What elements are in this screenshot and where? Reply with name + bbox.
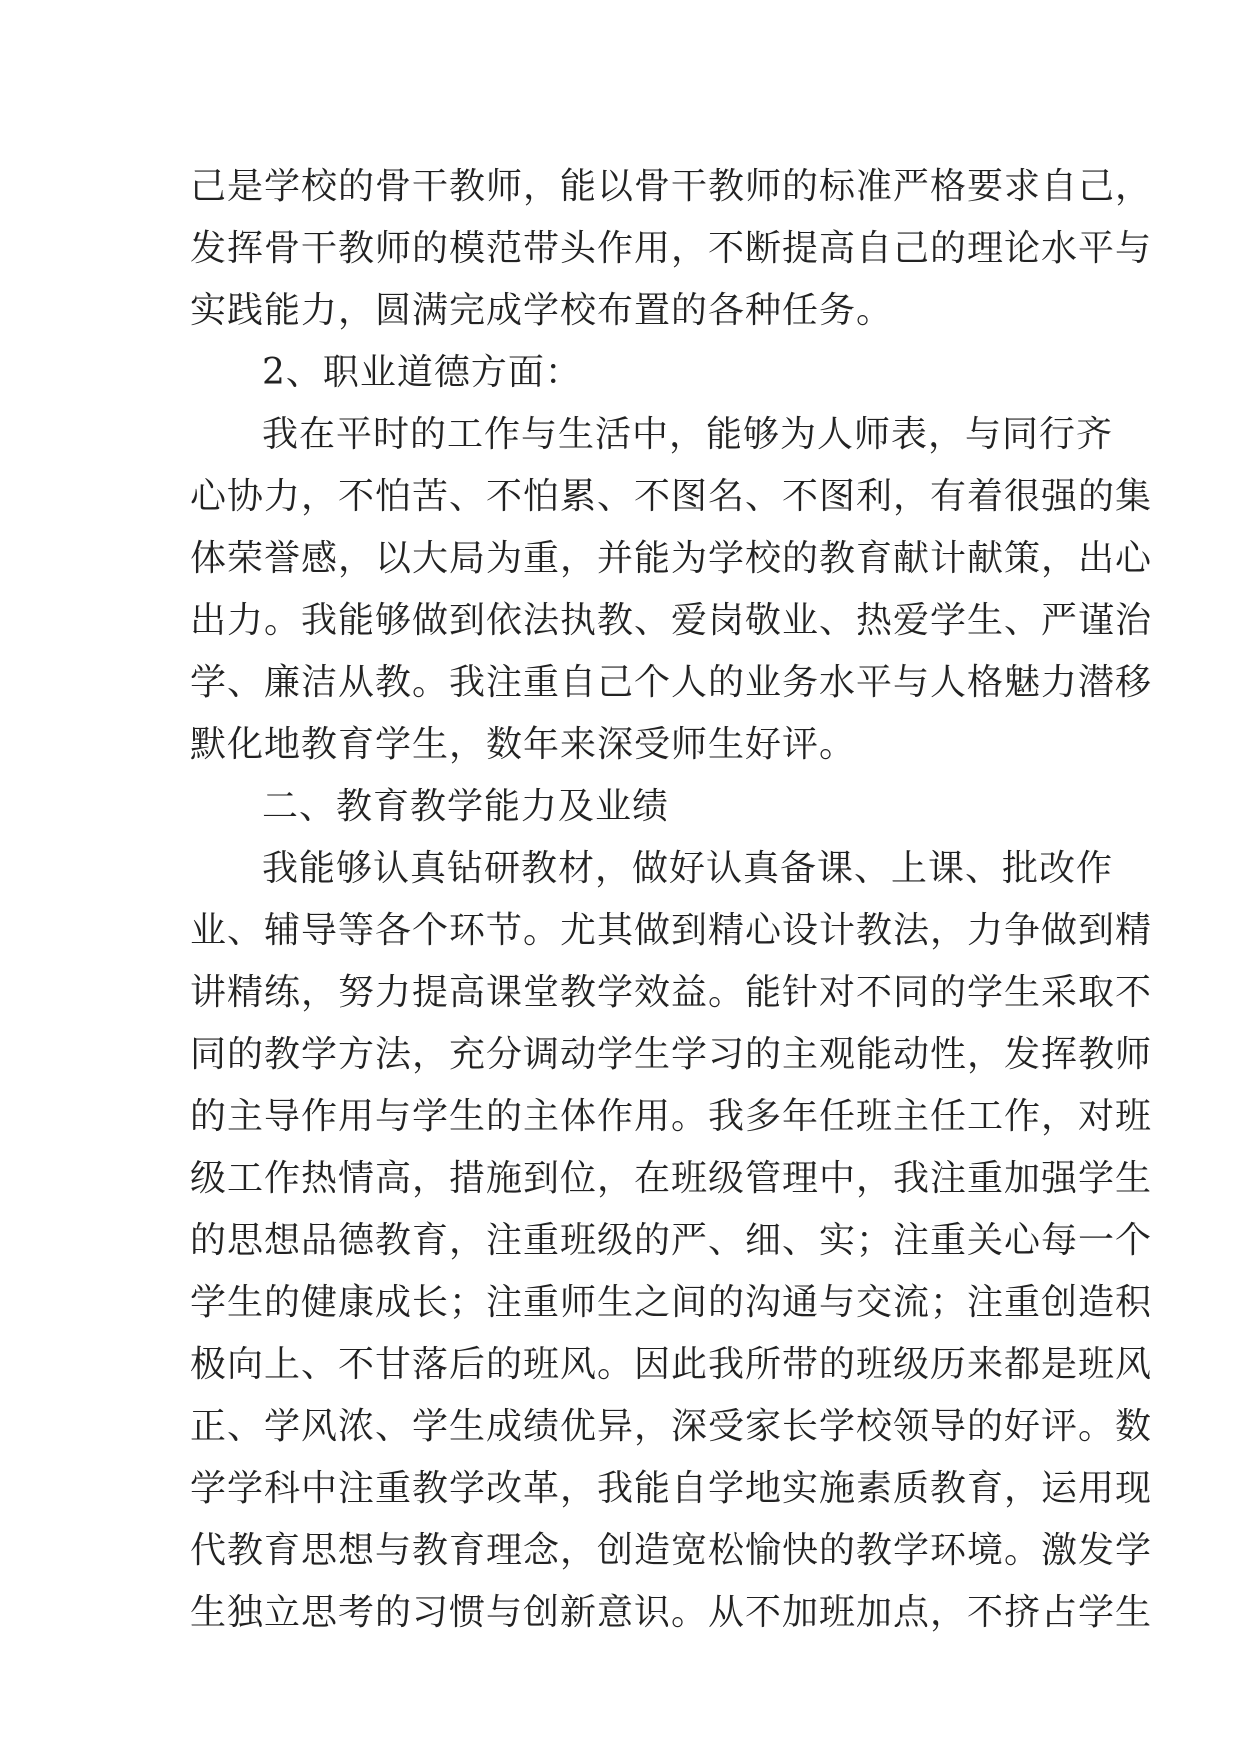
text-line: 心协力，不怕苦、不怕累、不图名、不图利，有着很强的集 xyxy=(190,476,1153,517)
text-line: 学、廉洁从教。我注重自己个人的业务水平与人格魅力潜移 xyxy=(190,662,1153,703)
text-line: 级工作热情高，措施到位，在班级管理中，我注重加强学生 xyxy=(190,1158,1153,1199)
text-line: 业、辅导等各个环节。尤其做到精心设计教法，力争做到精 xyxy=(190,910,1153,951)
text-line: 代教育思想与教育理念，创造宽松愉快的教学环境。激发学 xyxy=(190,1530,1153,1571)
document-body xyxy=(190,156,1153,1644)
text-line: 出力。我能够做到依法执教、爱岗敬业、热爱学生、严谨治 xyxy=(190,600,1153,641)
text-line: 学生的健康成长；注重师生之间的沟通与交流；注重创造积 xyxy=(190,1282,1153,1323)
section-heading: 二、教育教学能力及业绩 xyxy=(262,786,670,827)
text-line: 讲精练，努力提高课堂教学效益。能针对不同的学生采取不 xyxy=(190,972,1153,1013)
text-line: 的思想品德教育，注重班级的严、细、实；注重关心每一个 xyxy=(190,1220,1153,1261)
text-line: 己是学校的骨干教师，能以骨干教师的标准严格要求自己， xyxy=(190,166,1153,207)
paragraph-start-line: 我在平时的工作与生活中，能够为人师表，与同行齐 xyxy=(262,414,1114,455)
text-line: 生独立思考的习惯与创新意识。从不加班加点，不挤占学生 xyxy=(190,1592,1153,1633)
text-line: 发挥骨干教师的模范带头作用，不断提高自己的理论水平与 xyxy=(190,228,1153,269)
text-line: 的主导作用与学生的主体作用。我多年任班主任工作，对班 xyxy=(190,1096,1153,1137)
text-line: 学学科中注重教学改革，我能自学地实施素质教育，运用现 xyxy=(190,1468,1153,1509)
text-line: 实践能力，圆满完成学校布置的各种任务。 xyxy=(190,290,894,331)
text-line: 正、学风浓、学生成绩优异，深受家长学校领导的好评。数 xyxy=(190,1406,1153,1447)
text-line: 默化地教育学生，数年来深受师生好评。 xyxy=(190,724,857,765)
text-line: 同的教学方法，充分调动学生学习的主观能动性，发挥教师 xyxy=(190,1034,1153,1075)
text-line: 极向上、不甘落后的班风。因此我所带的班级历来都是班风 xyxy=(190,1344,1153,1385)
paragraph-start-line: 我能够认真钻研教材，做好认真备课、上课、批改作 xyxy=(262,848,1114,889)
text-line: 体荣誉感，以大局为重，并能为学校的教育献计献策，出心 xyxy=(190,538,1153,579)
section-heading: 2、职业道德方面： xyxy=(262,352,582,393)
